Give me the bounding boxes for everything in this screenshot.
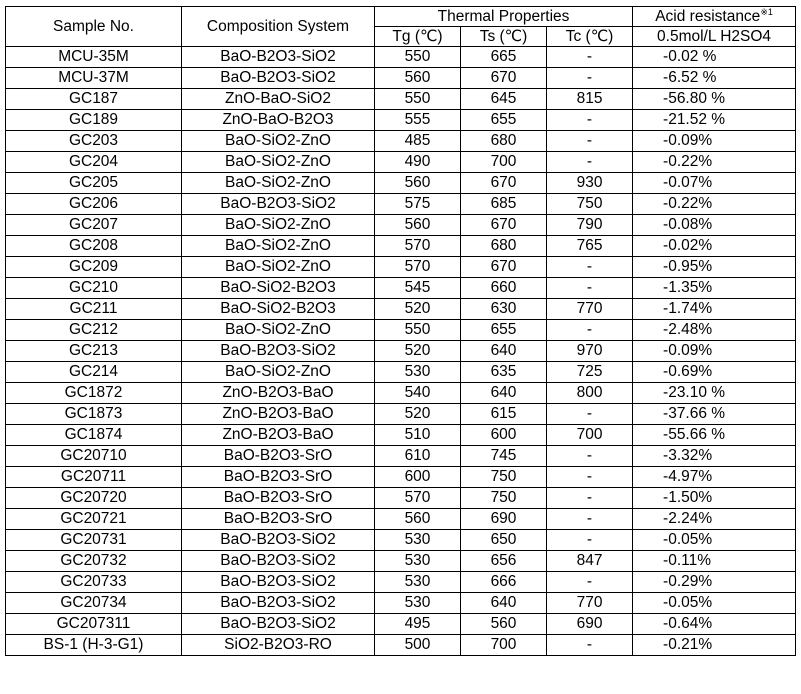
table-container <box>5 6 795 656</box>
cell-tc: 765 <box>547 236 633 257</box>
footnote-mark: ※1 <box>760 7 773 17</box>
cell-sample-no: GC1874 <box>6 425 182 446</box>
cell-sample-no: GC20732 <box>6 551 182 572</box>
cell-tg: 555 <box>375 110 461 131</box>
cell-sample-no: GC20710 <box>6 446 182 467</box>
cell-acid-resistance: -4.97% <box>633 467 796 488</box>
table-row <box>6 446 796 467</box>
header-row-1 <box>6 7 796 27</box>
cell-tc: - <box>547 446 633 467</box>
cell-composition: BaO-B2O3-SiO2 <box>182 614 375 635</box>
cell-acid-resistance: -0.07% <box>633 173 796 194</box>
cell-sample-no: GC211 <box>6 299 182 320</box>
cell-tg: 530 <box>375 530 461 551</box>
cell-acid-resistance: -0.69% <box>633 362 796 383</box>
table-row <box>6 593 796 614</box>
cell-tg: 570 <box>375 488 461 509</box>
cell-ts: 600 <box>461 425 547 446</box>
cell-sample-no: GC20734 <box>6 593 182 614</box>
cell-tg: 490 <box>375 152 461 173</box>
cell-tg: 560 <box>375 68 461 89</box>
cell-ts: 670 <box>461 257 547 278</box>
cell-tc: 970 <box>547 341 633 362</box>
cell-ts: 690 <box>461 509 547 530</box>
cell-tg: 495 <box>375 614 461 635</box>
cell-ts: 665 <box>461 47 547 68</box>
cell-acid-resistance: -2.24% <box>633 509 796 530</box>
cell-acid-resistance: -6.52 % <box>633 68 796 89</box>
table-row <box>6 320 796 341</box>
cell-tc: - <box>547 278 633 299</box>
cell-tg: 520 <box>375 341 461 362</box>
cell-tc: 750 <box>547 194 633 215</box>
cell-acid-resistance: -1.35% <box>633 278 796 299</box>
cell-tg: 600 <box>375 467 461 488</box>
cell-acid-resistance: -0.29% <box>633 572 796 593</box>
cell-ts: 655 <box>461 110 547 131</box>
cell-tc: - <box>547 572 633 593</box>
header-sample-no: Sample No. <box>6 7 182 47</box>
cell-acid-resistance: -3.32% <box>633 446 796 467</box>
cell-tg: 570 <box>375 257 461 278</box>
cell-tg: 560 <box>375 215 461 236</box>
cell-tg: 550 <box>375 89 461 110</box>
cell-tc: - <box>547 320 633 341</box>
table-row <box>6 299 796 320</box>
cell-composition: BaO-B2O3-SiO2 <box>182 572 375 593</box>
cell-ts: 700 <box>461 635 547 656</box>
cell-ts: 660 <box>461 278 547 299</box>
cell-tc: 847 <box>547 551 633 572</box>
table-row <box>6 173 796 194</box>
cell-tg: 485 <box>375 131 461 152</box>
cell-acid-resistance: -23.10 % <box>633 383 796 404</box>
table-row <box>6 194 796 215</box>
cell-tg: 510 <box>375 425 461 446</box>
cell-tg: 560 <box>375 509 461 530</box>
cell-acid-resistance: -0.22% <box>633 194 796 215</box>
cell-tc: 770 <box>547 299 633 320</box>
header-tc: Tc (℃) <box>547 27 633 47</box>
cell-tc: - <box>547 530 633 551</box>
cell-acid-resistance: -21.52 % <box>633 110 796 131</box>
cell-sample-no: GC205 <box>6 173 182 194</box>
cell-tg: 530 <box>375 572 461 593</box>
cell-tc: - <box>547 257 633 278</box>
cell-tc: - <box>547 152 633 173</box>
cell-tg: 500 <box>375 635 461 656</box>
header-composition-system: Composition System <box>182 7 375 47</box>
cell-ts: 670 <box>461 173 547 194</box>
cell-ts: 666 <box>461 572 547 593</box>
cell-acid-resistance: -0.09% <box>633 131 796 152</box>
cell-composition: ZnO-B2O3-BaO <box>182 425 375 446</box>
cell-sample-no: GC207311 <box>6 614 182 635</box>
cell-composition: BaO-SiO2-ZnO <box>182 152 375 173</box>
cell-ts: 685 <box>461 194 547 215</box>
cell-tg: 520 <box>375 404 461 425</box>
cell-sample-no: GC20733 <box>6 572 182 593</box>
cell-ts: 680 <box>461 236 547 257</box>
cell-acid-resistance: -0.05% <box>633 530 796 551</box>
cell-tc: - <box>547 635 633 656</box>
table-row <box>6 152 796 173</box>
cell-acid-resistance: -0.21% <box>633 635 796 656</box>
table-row <box>6 362 796 383</box>
cell-composition: BaO-B2O3-SrO <box>182 467 375 488</box>
cell-acid-resistance: -55.66 % <box>633 425 796 446</box>
table-row <box>6 530 796 551</box>
table-body <box>6 47 796 656</box>
cell-composition: BaO-B2O3-SiO2 <box>182 68 375 89</box>
cell-acid-resistance: -0.11% <box>633 551 796 572</box>
header-acid-condition: 0.5mol/L H2SO4 <box>633 27 796 47</box>
cell-sample-no: GC213 <box>6 341 182 362</box>
cell-ts: 670 <box>461 215 547 236</box>
cell-composition: BaO-B2O3-SiO2 <box>182 530 375 551</box>
table-row <box>6 572 796 593</box>
table-row <box>6 509 796 530</box>
cell-ts: 750 <box>461 488 547 509</box>
cell-sample-no: GC210 <box>6 278 182 299</box>
cell-acid-resistance: -56.80 % <box>633 89 796 110</box>
cell-tg: 550 <box>375 47 461 68</box>
cell-acid-resistance: -0.09% <box>633 341 796 362</box>
cell-tg: 545 <box>375 278 461 299</box>
cell-sample-no: MCU-37M <box>6 68 182 89</box>
cell-sample-no: GC208 <box>6 236 182 257</box>
cell-ts: 640 <box>461 383 547 404</box>
cell-tc: 770 <box>547 593 633 614</box>
cell-sample-no: GC20711 <box>6 467 182 488</box>
cell-composition: BaO-SiO2-ZnO <box>182 320 375 341</box>
table-row <box>6 89 796 110</box>
cell-sample-no: GC204 <box>6 152 182 173</box>
table-row <box>6 215 796 236</box>
cell-composition: BaO-SiO2-ZnO <box>182 173 375 194</box>
table-row <box>6 341 796 362</box>
cell-ts: 640 <box>461 593 547 614</box>
cell-tg: 530 <box>375 362 461 383</box>
table-row <box>6 488 796 509</box>
cell-tg: 570 <box>375 236 461 257</box>
cell-tc: 930 <box>547 173 633 194</box>
cell-sample-no: GC20731 <box>6 530 182 551</box>
cell-acid-resistance: -0.02% <box>633 236 796 257</box>
table-row <box>6 383 796 404</box>
cell-tc: 690 <box>547 614 633 635</box>
cell-tc: - <box>547 509 633 530</box>
table-row <box>6 257 796 278</box>
cell-sample-no: GC1872 <box>6 383 182 404</box>
cell-sample-no: GC1873 <box>6 404 182 425</box>
cell-sample-no: GC20720 <box>6 488 182 509</box>
cell-ts: 670 <box>461 68 547 89</box>
cell-acid-resistance: -37.66 % <box>633 404 796 425</box>
cell-composition: BaO-SiO2-ZnO <box>182 236 375 257</box>
cell-sample-no: GC212 <box>6 320 182 341</box>
cell-sample-no: GC187 <box>6 89 182 110</box>
table-row <box>6 131 796 152</box>
cell-acid-resistance: -0.05% <box>633 593 796 614</box>
cell-sample-no: GC207 <box>6 215 182 236</box>
cell-tg: 530 <box>375 551 461 572</box>
cell-composition: ZnO-BaO-SiO2 <box>182 89 375 110</box>
cell-composition: BaO-B2O3-SiO2 <box>182 47 375 68</box>
cell-ts: 630 <box>461 299 547 320</box>
table-row <box>6 425 796 446</box>
cell-sample-no: GC20721 <box>6 509 182 530</box>
cell-ts: 645 <box>461 89 547 110</box>
cell-tc: - <box>547 110 633 131</box>
cell-tc: 725 <box>547 362 633 383</box>
header-acid-label: Acid resistance <box>655 8 761 25</box>
cell-acid-resistance: -0.95% <box>633 257 796 278</box>
header-ts: Ts (℃) <box>461 27 547 47</box>
cell-sample-no: GC203 <box>6 131 182 152</box>
cell-sample-no: MCU-35M <box>6 47 182 68</box>
cell-tc: 700 <box>547 425 633 446</box>
cell-tc: - <box>547 47 633 68</box>
cell-composition: BaO-SiO2-ZnO <box>182 131 375 152</box>
cell-composition: BaO-SiO2-ZnO <box>182 215 375 236</box>
cell-sample-no: GC189 <box>6 110 182 131</box>
cell-ts: 650 <box>461 530 547 551</box>
header-acid-resistance <box>633 7 796 27</box>
table-row <box>6 467 796 488</box>
cell-composition: ZnO-B2O3-BaO <box>182 404 375 425</box>
cell-tg: 610 <box>375 446 461 467</box>
cell-acid-resistance: -1.74% <box>633 299 796 320</box>
cell-composition: ZnO-B2O3-BaO <box>182 383 375 404</box>
cell-sample-no: GC209 <box>6 257 182 278</box>
glass-properties-table <box>5 6 796 656</box>
cell-tg: 540 <box>375 383 461 404</box>
cell-tc: 815 <box>547 89 633 110</box>
header-thermal-properties: Thermal Properties <box>375 7 633 27</box>
table-row <box>6 614 796 635</box>
cell-composition: BaO-B2O3-SrO <box>182 488 375 509</box>
cell-composition: BaO-B2O3-SrO <box>182 509 375 530</box>
cell-composition: ZnO-BaO-B2O3 <box>182 110 375 131</box>
cell-ts: 655 <box>461 320 547 341</box>
cell-composition: BaO-B2O3-SiO2 <box>182 341 375 362</box>
cell-ts: 656 <box>461 551 547 572</box>
cell-sample-no: GC206 <box>6 194 182 215</box>
cell-composition: BaO-SiO2-B2O3 <box>182 299 375 320</box>
header-tg: Tg (℃) <box>375 27 461 47</box>
cell-ts: 745 <box>461 446 547 467</box>
table-row <box>6 278 796 299</box>
cell-composition: BaO-SiO2-B2O3 <box>182 278 375 299</box>
cell-composition: BaO-B2O3-SiO2 <box>182 593 375 614</box>
cell-tc: - <box>547 68 633 89</box>
cell-tg: 550 <box>375 320 461 341</box>
cell-sample-no: GC214 <box>6 362 182 383</box>
cell-tc: - <box>547 404 633 425</box>
cell-tc: - <box>547 467 633 488</box>
cell-tc: 800 <box>547 383 633 404</box>
cell-acid-resistance: -1.50% <box>633 488 796 509</box>
cell-composition: BaO-SiO2-ZnO <box>182 257 375 278</box>
cell-composition: BaO-B2O3-SrO <box>182 446 375 467</box>
cell-acid-resistance: -0.22% <box>633 152 796 173</box>
cell-ts: 635 <box>461 362 547 383</box>
table-row <box>6 404 796 425</box>
table-row <box>6 68 796 89</box>
cell-acid-resistance: -0.64% <box>633 614 796 635</box>
cell-ts: 700 <box>461 152 547 173</box>
table-row <box>6 635 796 656</box>
cell-acid-resistance: -0.08% <box>633 215 796 236</box>
cell-tc: - <box>547 131 633 152</box>
cell-ts: 560 <box>461 614 547 635</box>
table-row <box>6 110 796 131</box>
cell-tg: 560 <box>375 173 461 194</box>
cell-ts: 615 <box>461 404 547 425</box>
cell-composition: SiO2-B2O3-RO <box>182 635 375 656</box>
cell-tc: 790 <box>547 215 633 236</box>
cell-acid-resistance: -0.02 % <box>633 47 796 68</box>
table-row <box>6 47 796 68</box>
cell-composition: BaO-B2O3-SiO2 <box>182 194 375 215</box>
cell-tg: 520 <box>375 299 461 320</box>
cell-ts: 640 <box>461 341 547 362</box>
cell-tg: 575 <box>375 194 461 215</box>
cell-tc: - <box>547 488 633 509</box>
cell-ts: 750 <box>461 467 547 488</box>
cell-tg: 530 <box>375 593 461 614</box>
cell-ts: 680 <box>461 131 547 152</box>
table-row <box>6 551 796 572</box>
cell-composition: BaO-SiO2-ZnO <box>182 362 375 383</box>
cell-composition: BaO-B2O3-SiO2 <box>182 551 375 572</box>
table-row <box>6 236 796 257</box>
cell-sample-no: BS-1 (H-3-G1) <box>6 635 182 656</box>
cell-acid-resistance: -2.48% <box>633 320 796 341</box>
